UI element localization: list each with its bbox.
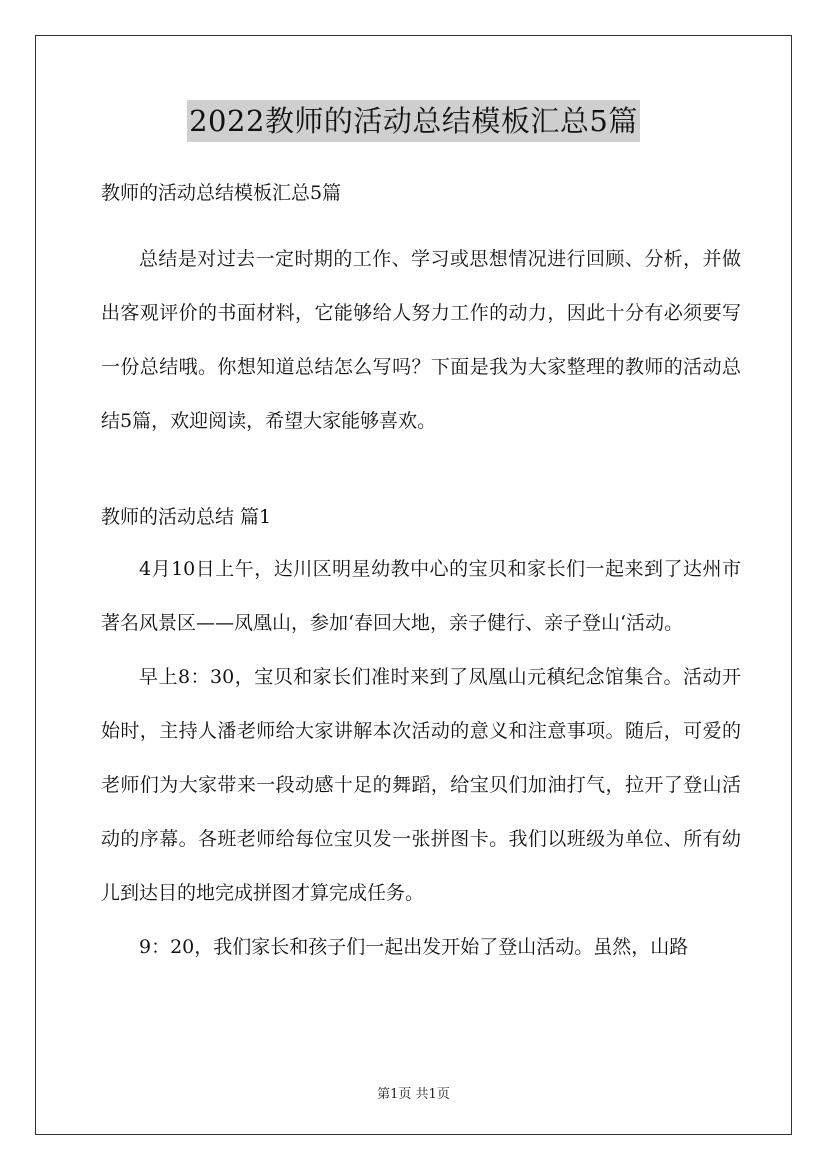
page-number: 第1页 共1页: [377, 1087, 450, 1102]
section-heading: 教师的活动总结 篇1: [101, 506, 272, 528]
section-spacer: [101, 448, 741, 496]
intro-paragraph: 总结是对过去一定时期的工作、学习或思想情况进行回顾、分析，并做出客观评价的书面材料，它能够给人努力工作的动力，因此十分有必须要写一份总结哦。你想知道总结怎么写吗？下面是我为大家整理的教师的活动总结5篇，欢迎阅读，希望大家能够喜欢。: [101, 248, 741, 432]
body-paragraph: 9：20，我们家长和孩子们一起出发开始了登山活动。虽然，山路: [139, 936, 689, 958]
document-title: 2022教师的活动总结模板汇总5篇: [187, 100, 640, 142]
body-paragraph: 早上8：30，宝贝和家长们准时来到了凤凰山元稹纪念馆集合。活动开始时，主持人潘老师给大家讲解本次活动的意义和注意事项。随后，可爱的老师们为大家带来一段动感十足的舞蹈，给宝贝们加油打气，拉开了登山活动的序幕。各班老师给每位宝贝发一张拼图卡。我们以班级为单位、所有幼儿到达目的地完成拼图才算完成任务。: [101, 666, 741, 904]
document-subtitle: 教师的活动总结模板汇总5篇: [101, 182, 342, 204]
document-body: [101, 172, 741, 974]
title-area: [0, 100, 827, 142]
page-footer: [0, 1083, 827, 1102]
body-paragraph: 4月10日上午，达川区明星幼教中心的宝贝和家长们一起来到了达州市著名风景区——凤凰山，参加‘春回大地，亲子健行、亲子登山‘活动。: [101, 558, 741, 634]
